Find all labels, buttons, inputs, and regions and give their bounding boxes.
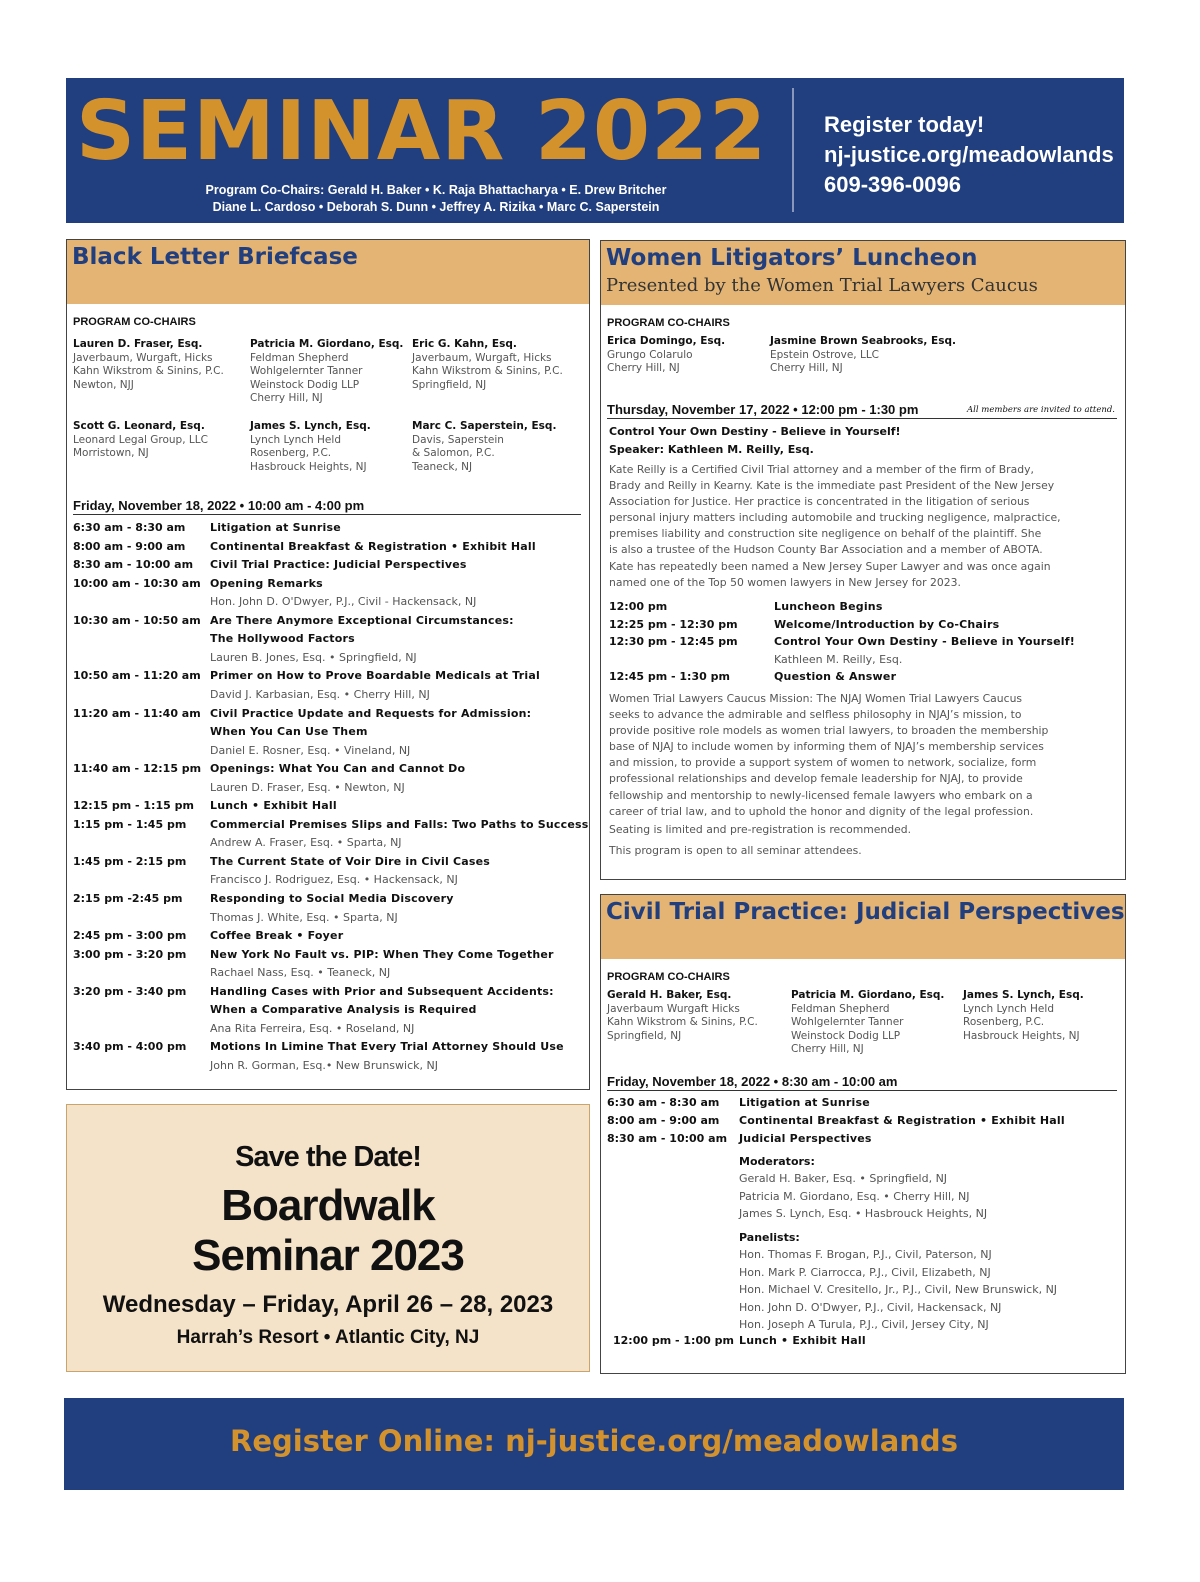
cochair-affiliation: Feldman Shepherd <box>250 351 349 364</box>
ctp-moderators-label: Moderators: <box>739 1155 815 1168</box>
cochair-affiliation: Wohlgelernter Tanner <box>250 365 363 378</box>
cochair-name: James S. Lynch, Esq. <box>250 420 371 432</box>
session-title: The Current State of Voir Dire in Civil Cases <box>210 854 491 868</box>
cochair-entry <box>412 338 563 392</box>
bio-line: Kate has repeatedly been named a New Jersey Super Lawyer and was once again <box>609 559 1051 573</box>
bio-line: personal injury matters including automobile and trucking negligence, malpractice, <box>609 511 1061 525</box>
blb-title-band <box>67 240 589 304</box>
cochair-affiliation: Lynch Lynch Held <box>250 433 341 446</box>
wll-date: Thursday, November 17, 2022 • 12:00 pm - 1:30 pm <box>607 402 919 417</box>
wll-seating-note: Seating is limited and pre-registration is recommended. <box>609 823 912 836</box>
blb-cochairs-label: PROGRAM CO-CHAIRS <box>73 316 196 328</box>
session-title: The Hollywood Factors <box>210 632 355 646</box>
bio-line: Association for Justice. Her practice is concentrated in the litigation of serious <box>609 495 1030 509</box>
session-speaker: Kathleen M. Reilly, Esq. <box>774 652 903 666</box>
save-date-event <box>67 1181 589 1281</box>
save-the-date-box <box>66 1104 590 1372</box>
ctp-lunch-text: Lunch • Exhibit Hall <box>739 1334 866 1347</box>
cochair-name: Marc C. Saperstein, Esq. <box>412 420 557 432</box>
session-title: Handling Cases with Prior and Subsequent Accidents: <box>210 984 554 998</box>
cochair-affiliation: Javerbaum, Wurgaft, Hicks <box>412 351 552 364</box>
cochair-entry <box>73 420 208 461</box>
ctp-date: Friday, November 18, 2022 • 8:30 am - 10:00 am <box>607 1074 1117 1091</box>
session-title: Litigation at Sunrise <box>210 521 341 534</box>
mission-line: professional relationships and develop female leadership for NJAJ, to provide <box>609 772 1023 786</box>
session-title: Motions In Limine That Every Trial Attorney Should Use <box>210 1040 564 1054</box>
session-title: Responding to Social Media Discovery <box>210 892 454 905</box>
schedule-time: 11:20 am - 11:40 am <box>73 706 201 720</box>
cochair-name: Erica Domingo, Esq. <box>607 335 726 347</box>
schedule-time: 12:45 pm - 1:30 pm <box>609 670 730 684</box>
seminar-title: SEMINAR 2022 <box>76 84 768 179</box>
mission-line: base of NJAJ to include women by informing them of NJAJ’s membership services <box>609 740 1044 754</box>
session-title: New York No Fault vs. PIP: When They Come Together <box>210 947 554 961</box>
session-speaker: Hon. John D. O'Dwyer, P.J., Civil - Hackensack, NJ <box>210 595 477 609</box>
session-title: When You Can Use Them <box>210 725 368 739</box>
schedule-time: 10:00 am - 10:30 am <box>73 576 201 590</box>
cochair-entry <box>250 420 371 474</box>
ctp-panelists <box>739 1229 1057 1334</box>
cochair-affiliation: Teaneck, NJ <box>412 460 473 473</box>
moderator-name: Gerald H. Baker, Esq. • Springfield, NJ <box>739 1172 948 1185</box>
save-date-event-line-2: Seminar 2023 <box>192 1231 464 1280</box>
schedule-time: 12:30 pm - 12:45 pm <box>609 635 738 649</box>
ctp-title-band <box>601 895 1125 959</box>
session-title: Coffee Break • Foyer <box>210 929 344 943</box>
cochair-affiliation: Morristown, NJ <box>73 447 149 460</box>
session-title: Litigation at Sunrise <box>739 1096 870 1109</box>
wll-bio <box>609 462 1061 591</box>
wll-subtitle: Presented by the Women Trial Lawyers Caucus <box>606 275 1038 296</box>
cochair-entry <box>607 989 758 1043</box>
cochair-name: Scott G. Leonard, Esq. <box>73 420 205 432</box>
moderator-name: Patricia M. Giordano, Esq. • Cherry Hill, NJ <box>739 1189 970 1203</box>
cochair-affiliation: Rosenberg, P.C. <box>963 1016 1045 1029</box>
cochair-affiliation: Lynch Lynch Held <box>963 1002 1054 1015</box>
session-title: Are There Anymore Exceptional Circumstances: <box>210 613 514 627</box>
wll-talk <box>609 423 901 459</box>
panelist-name: Hon. Mark P. Ciarrocca, P.J., Civil, Elizabeth, NJ <box>739 1265 991 1279</box>
cochair-affiliation: Hasbrouck Heights, NJ <box>963 1029 1080 1042</box>
schedule-time: 1:45 pm - 2:15 pm <box>73 854 187 868</box>
cochair-affiliation: Feldman Shepherd <box>791 1002 890 1015</box>
schedule-time: 2:15 pm -2:45 pm <box>73 892 183 905</box>
session-title: Opening Remarks <box>210 576 323 590</box>
bio-line: Brady and Reilly in Kearny. Kate is the immediate past President of the New Jersey <box>609 479 1055 493</box>
women-litigators-panel <box>600 240 1126 880</box>
bio-line: is also a trustee of the Hudson County Bar Association and a member of ABOTA. <box>609 543 1043 557</box>
wll-date-line <box>607 402 1117 419</box>
program-cochairs <box>126 182 746 216</box>
register-online-link[interactable]: Register Online: nj-justice.org/meadowlands <box>230 1424 958 1458</box>
cochair-affiliation: Kahn Wikstrom & Sinins, P.C. <box>412 365 563 378</box>
schedule-time: 12:00 pm <box>609 600 668 613</box>
cochairs-line-2: Diane L. Cardoso • Deborah S. Dunn • Jeffrey A. Rizika • Marc C. Saperstein <box>212 200 660 214</box>
session-title: Civil Practice Update and Requests for Admission: <box>210 706 532 720</box>
schedule-time: 12:25 pm - 12:30 pm <box>609 617 738 631</box>
bio-line: named one of the Top 50 women lawyers in New Jersey for 2023. <box>609 575 961 589</box>
footer-banner <box>64 1398 1124 1490</box>
session-title: Commercial Premises Slips and Falls: Two Paths to Success <box>210 817 589 831</box>
panelist-name: Hon. Joseph A Turula, P.J., Civil, Jersey City, NJ <box>739 1318 989 1331</box>
schedule-time: 11:40 am - 12:15 pm <box>73 762 202 776</box>
cochairs-line-1: Program Co-Chairs: Gerald H. Baker • K. Raja Bhattacharya • E. Drew Britcher <box>205 183 667 197</box>
session-speaker: David J. Karbasian, Esq. • Cherry Hill, NJ <box>210 687 430 701</box>
wll-talk-title: Control Your Own Destiny - Believe in Yourself! <box>609 425 901 438</box>
session-speaker: Ana Rita Ferreira, Esq. • Roseland, NJ <box>210 1021 415 1035</box>
schedule-time: 8:30 am - 10:00 am <box>73 558 194 572</box>
session-speaker: Lauren B. Jones, Esq. • Springfield, NJ <box>210 650 417 664</box>
mission-line: provide positive role models as women trial lawyers, to broaden the membership <box>609 724 1049 738</box>
session-title: Openings: What You Can and Cannot Do <box>210 762 466 776</box>
session-title: Control Your Own Destiny - Believe in Yourself! <box>774 635 1075 649</box>
cochair-affiliation: Newton, NJJ <box>73 378 134 391</box>
cochair-entry <box>770 335 956 376</box>
mission-line: and mission, to provide a support system of women to network, socialize, form <box>609 756 1037 770</box>
wll-mission <box>609 691 1048 820</box>
cochair-entry <box>250 338 403 406</box>
bio-line: premises liability and construction site negligence on behalf of the plaintiff. She <box>609 527 1042 541</box>
cochair-name: Gerald H. Baker, Esq. <box>607 989 732 1001</box>
session-title: Civil Trial Practice: Judicial Perspectives <box>210 558 467 572</box>
schedule-time: 3:20 pm - 3:40 pm <box>73 984 187 998</box>
cochair-affiliation: Cherry Hill, NJ <box>770 362 843 375</box>
cochair-affiliation: Weinstock Dodig LLP <box>791 1029 901 1042</box>
cochair-name: Lauren D. Fraser, Esq. <box>73 338 203 350</box>
cochair-entry <box>791 989 944 1057</box>
cochair-affiliation: Kahn Wikstrom & Sinins, P.C. <box>73 365 224 378</box>
schedule-time: 12:15 pm - 1:15 pm <box>73 799 194 813</box>
schedule-time: 1:15 pm - 1:45 pm <box>73 817 187 831</box>
wll-speaker: Speaker: Kathleen M. Reilly, Esq. <box>609 443 814 456</box>
session-title: Lunch • Exhibit Hall <box>210 799 337 813</box>
mission-line: career of trial law, and to uphold the honor and dignity of the legal profession. <box>609 804 1034 818</box>
header-banner <box>66 78 1124 223</box>
ctp-cochairs-label: PROGRAM CO-CHAIRS <box>607 971 730 983</box>
save-date-heading: Save the Date! <box>235 1141 421 1173</box>
schedule-time: 10:30 am - 10:50 am <box>73 613 201 627</box>
bio-line: Kate Reilly is a Certified Civil Trial attorney and a member of the firm of Brady, <box>609 463 1034 476</box>
cochair-affiliation: Springfield, NJ <box>412 378 487 391</box>
cochair-name: Patricia M. Giordano, Esq. <box>791 989 945 1001</box>
cochair-entry <box>607 335 725 376</box>
panelist-name: Hon. Michael V. Cresitello, Jr., P.J., Civil, New Brunswick, NJ <box>739 1283 1058 1296</box>
save-date-dates: Wednesday – Friday, April 26 – 28, 2023 <box>102 1291 554 1318</box>
cochair-affiliation: Weinstock Dodig LLP <box>250 378 360 391</box>
schedule-time: 6:30 am - 8:30 am <box>607 1096 720 1109</box>
cochair-affiliation: Javerbaum, Wurgaft, Hicks <box>73 351 213 364</box>
schedule-time: 3:40 pm - 4:00 pm <box>73 1040 187 1054</box>
cochair-affiliation: Cherry Hill, NJ <box>250 392 323 405</box>
civil-trial-practice-panel <box>600 894 1126 1374</box>
wll-title: Women Litigators’ Luncheon <box>606 245 978 271</box>
session-title: Judicial Perspectives <box>739 1132 872 1145</box>
cochair-affiliation: Rosenberg, P.C. <box>250 447 332 460</box>
cochair-name: Eric G. Kahn, Esq. <box>412 338 517 350</box>
mission-line: seeks to advance the admirable and selfless philosophy in NJAJ’s mission, to <box>609 708 1022 722</box>
schedule-time: 8:00 am - 9:00 am <box>73 539 186 553</box>
register-block <box>824 110 1114 200</box>
session-title: Welcome/Introduction by Co-Chairs <box>774 617 1000 631</box>
session-speaker: Andrew A. Fraser, Esq. • Sparta, NJ <box>210 836 402 850</box>
schedule-time: 8:30 am - 10:00 am <box>607 1132 728 1145</box>
schedule-time: 6:30 am - 8:30 am <box>73 521 186 534</box>
cochair-entry <box>73 338 224 392</box>
session-speaker: Rachael Nass, Esq. • Teaneck, NJ <box>210 966 391 980</box>
cochair-entry <box>412 420 556 474</box>
schedule-time: 2:45 pm - 3:00 pm <box>73 929 187 943</box>
mission-line: Women Trial Lawyers Caucus Mission: The NJAJ Women Trial Lawyers Caucus <box>609 692 1023 705</box>
schedule-time: 3:00 pm - 3:20 pm <box>73 947 187 961</box>
session-speaker: Daniel E. Rosner, Esq. • Vineland, NJ <box>210 743 411 757</box>
black-letter-briefcase-panel <box>66 239 590 1090</box>
cochair-name: James S. Lynch, Esq. <box>963 989 1084 1001</box>
ctp-moderators <box>739 1153 987 1223</box>
session-title: Continental Breakfast & Registration • Exhibit Hall <box>739 1114 1065 1127</box>
cochair-affiliation: Leonard Legal Group, LLC <box>73 433 208 446</box>
cochair-affiliation: Javerbaum Wurgaft Hicks <box>607 1002 740 1015</box>
session-speaker: John R. Gorman, Esq.• New Brunswick, NJ <box>210 1058 438 1072</box>
cochair-affiliation: Epstein Ostrove, LLC <box>770 348 879 361</box>
blb-date: Friday, November 18, 2022 • 10:00 am - 4:00 pm <box>73 498 581 515</box>
mission-line: fellowship and mentorship to newly-licensed female lawyers who embark on a <box>609 788 1033 802</box>
session-speaker: Lauren D. Fraser, Esq. • Newton, NJ <box>210 780 405 794</box>
wll-invite-note: All members are invited to attend. <box>967 405 1115 415</box>
register-url[interactable]: nj-justice.org/meadowlands <box>824 142 1114 167</box>
session-title: Question & Answer <box>774 670 897 684</box>
cochair-affiliation: Cherry Hill, NJ <box>607 362 680 375</box>
session-title: Luncheon Begins <box>774 600 883 613</box>
blb-title: Black Letter Briefcase <box>72 244 358 270</box>
register-phone: 609-396-0096 <box>824 172 962 197</box>
save-date-venue: Harrah’s Resort • Atlantic City, NJ <box>176 1327 480 1348</box>
cochair-name: Jasmine Brown Seabrooks, Esq. <box>770 335 956 347</box>
session-title: Primer on How to Prove Boardable Medicals at Trial <box>210 669 540 683</box>
wll-open-note: This program is open to all seminar attendees. <box>609 844 862 857</box>
session-title: Continental Breakfast & Registration • Exhibit Hall <box>210 539 536 553</box>
cochair-affiliation: Davis, Saperstein <box>412 433 504 446</box>
schedule-time: 10:50 am - 11:20 am <box>73 669 201 683</box>
wll-title-band <box>601 241 1125 305</box>
session-title: When a Comparative Analysis is Required <box>210 1003 477 1017</box>
cochair-affiliation: Springfield, NJ <box>607 1029 682 1042</box>
cochair-affiliation: Grungo Colarulo <box>607 348 693 361</box>
header-divider <box>792 88 794 212</box>
ctp-title: Civil Trial Practice: Judicial Perspectives <box>606 899 1125 925</box>
ctp-panelists-label: Panelists: <box>739 1231 800 1244</box>
cochair-affiliation: Cherry Hill, NJ <box>791 1043 864 1056</box>
cochair-affiliation: Hasbrouck Heights, NJ <box>250 460 367 473</box>
panelist-name: Hon. Thomas F. Brogan, P.J., Civil, Paterson, NJ <box>739 1248 992 1261</box>
save-date-event-line-1: Boardwalk <box>221 1181 435 1230</box>
cochair-entry <box>963 989 1084 1043</box>
schedule-time: 8:00 am - 9:00 am <box>607 1114 720 1127</box>
register-today: Register today! <box>824 112 985 137</box>
panelist-name: Hon. John D. O'Dwyer, P.J., Civil, Hackensack, NJ <box>739 1300 1002 1314</box>
cochair-affiliation: Wohlgelernter Tanner <box>791 1016 904 1029</box>
cochair-affiliation: & Salomon, P.C. <box>412 447 495 460</box>
cochair-affiliation: Kahn Wikstrom & Sinins, P.C. <box>607 1016 758 1029</box>
ctp-lunch-time: 12:00 pm - 1:00 pm <box>613 1334 734 1347</box>
session-speaker: Francisco J. Rodriguez, Esq. • Hackensack, NJ <box>210 873 458 887</box>
moderator-name: James S. Lynch, Esq. • Hasbrouck Heights, NJ <box>739 1207 988 1220</box>
session-speaker: Thomas J. White, Esq. • Sparta, NJ <box>210 910 398 924</box>
wll-cochairs-label: PROGRAM CO-CHAIRS <box>607 317 730 329</box>
cochair-name: Patricia M. Giordano, Esq. <box>250 338 404 350</box>
